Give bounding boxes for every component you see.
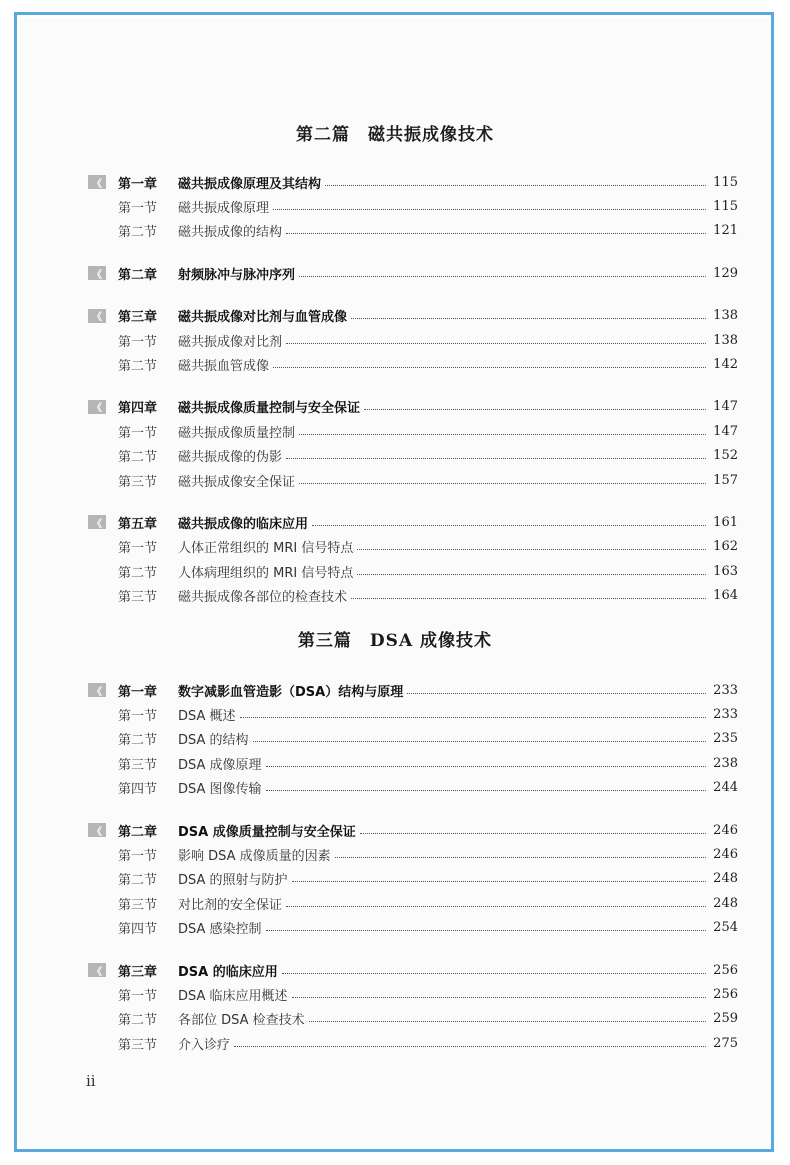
page-number: 233 xyxy=(713,682,738,698)
section-title: 磁共振成像质量控制 xyxy=(178,425,296,441)
chapter-marker-icon: 《 xyxy=(88,400,106,414)
chapter-title: 磁共振成像对比剂与血管成像 xyxy=(178,310,348,326)
chapter-number: 第三章 xyxy=(118,964,158,980)
chapter-marker-icon: 《 xyxy=(88,823,106,837)
chapter-title: 磁共振成像质量控制与安全保证 xyxy=(178,401,361,417)
toc-section-entry[interactable] xyxy=(88,893,738,913)
page-number: 147 xyxy=(713,399,738,415)
section-title: 磁共振成像对比剂 xyxy=(178,334,283,350)
leader-dots xyxy=(273,209,706,210)
leader-dots xyxy=(286,458,706,459)
page-number: 246 xyxy=(713,822,738,838)
page-number: 138 xyxy=(713,308,738,324)
toc-chapter-entry[interactable] xyxy=(88,172,738,192)
leader-dots xyxy=(299,434,706,435)
footer-page-number: ii xyxy=(86,1072,96,1090)
toc-section-entry[interactable] xyxy=(88,778,738,798)
section-title: DSA 感染控制 xyxy=(178,922,262,938)
section-number: 第二节 xyxy=(118,450,158,466)
toc-chapter-entry[interactable] xyxy=(88,512,738,532)
section-title: DSA 的结构 xyxy=(178,733,249,749)
toc-chapter-entry[interactable] xyxy=(88,820,738,840)
chapter-number: 第一章 xyxy=(118,176,158,192)
toc-section-entry[interactable] xyxy=(88,1033,738,1053)
section-number: 第二节 xyxy=(118,225,158,241)
leader-dots xyxy=(312,525,706,526)
chapter-number: 第四章 xyxy=(118,401,158,417)
leader-dots xyxy=(357,574,706,575)
toc-chapter-entry[interactable] xyxy=(88,306,738,326)
section-number: 第一节 xyxy=(118,425,158,441)
toc-section-entry[interactable] xyxy=(88,421,738,441)
toc-section-entry[interactable] xyxy=(88,446,738,466)
toc-section-entry[interactable] xyxy=(88,753,738,773)
section-number: 第二节 xyxy=(118,565,158,581)
page-number: 244 xyxy=(713,780,738,796)
part-title: 第三篇 DSA 成像技术 xyxy=(297,631,493,651)
page-number: 147 xyxy=(713,423,738,439)
section-title: 各部位 DSA 检查技术 xyxy=(178,1013,305,1029)
page-number: 121 xyxy=(713,223,738,239)
section-title: 磁共振成像原理 xyxy=(178,200,270,216)
page-number: 157 xyxy=(713,472,738,488)
leader-dots xyxy=(292,997,706,998)
page-number: 256 xyxy=(713,962,738,978)
chapter-number: 第二章 xyxy=(118,824,158,840)
section-number: 第一节 xyxy=(118,541,158,557)
leader-dots xyxy=(325,185,706,186)
toc-section-entry[interactable] xyxy=(88,704,738,724)
leader-dots xyxy=(364,409,706,410)
page-number: 259 xyxy=(713,1011,738,1027)
page-number: 233 xyxy=(713,706,738,722)
chapter-number: 第一章 xyxy=(118,684,158,700)
section-title: 磁共振成像安全保证 xyxy=(178,474,296,490)
toc-chapter-entry[interactable] xyxy=(88,397,738,417)
section-number: 第一节 xyxy=(118,988,158,1004)
leader-dots xyxy=(299,276,706,277)
chapter-marker-icon: 《 xyxy=(88,683,106,697)
toc-section-entry[interactable] xyxy=(88,330,738,350)
chapter-title: DSA 成像质量控制与安全保证 xyxy=(178,824,356,840)
leader-dots xyxy=(286,233,706,234)
page-number: 142 xyxy=(713,356,738,372)
leader-dots xyxy=(286,906,706,907)
chapter-title: 磁共振成像原理及其结构 xyxy=(178,176,322,192)
toc-section-entry[interactable] xyxy=(88,221,738,241)
leader-dots xyxy=(292,881,706,882)
section-title: 磁共振成像的结构 xyxy=(178,225,283,241)
leader-dots xyxy=(266,790,706,791)
section-number: 第三节 xyxy=(118,757,158,773)
chapter-title: 射频脉冲与脉冲序列 xyxy=(178,267,296,283)
leader-dots xyxy=(407,693,706,694)
page-number: 164 xyxy=(713,588,738,604)
toc-section-entry[interactable] xyxy=(88,537,738,557)
chapter-number: 第三章 xyxy=(118,310,158,326)
section-title: 介入诊疗 xyxy=(178,1037,231,1053)
page-number: 275 xyxy=(713,1035,738,1051)
chapter-title: DSA 的临床应用 xyxy=(178,964,278,980)
toc-section-entry[interactable] xyxy=(88,844,738,864)
section-title: DSA 图像传输 xyxy=(178,782,262,798)
section-title: 人体病理组织的 MRI 信号特点 xyxy=(178,565,354,581)
toc-section-entry[interactable] xyxy=(88,470,738,490)
leader-dots xyxy=(351,318,706,319)
toc-section-entry[interactable] xyxy=(88,918,738,938)
leader-dots xyxy=(286,343,706,344)
chapter-marker-icon: 《 xyxy=(88,266,106,280)
section-number: 第三节 xyxy=(118,590,158,606)
section-number: 第四节 xyxy=(118,922,158,938)
page-number: 235 xyxy=(713,731,738,747)
part-title: 第二篇 磁共振成像技术 xyxy=(296,125,494,145)
leader-dots xyxy=(335,857,706,858)
section-number: 第一节 xyxy=(118,200,158,216)
chapter-title: 数字减影血管造影（DSA）结构与原理 xyxy=(178,684,404,700)
page-number: 138 xyxy=(713,332,738,348)
section-title: 磁共振血管成像 xyxy=(178,358,270,374)
section-title: 人体正常组织的 MRI 信号特点 xyxy=(178,541,354,557)
section-title: 磁共振成像各部位的检查技术 xyxy=(178,590,348,606)
toc-section-entry[interactable] xyxy=(88,984,738,1004)
section-number: 第三节 xyxy=(118,897,158,913)
section-number: 第四节 xyxy=(118,782,158,798)
section-number: 第一节 xyxy=(118,708,158,724)
chapter-number: 第五章 xyxy=(118,516,158,532)
page-number: 152 xyxy=(713,448,738,464)
toc-chapter-entry[interactable] xyxy=(88,263,738,283)
toc-section-entry[interactable] xyxy=(88,561,738,581)
leader-dots xyxy=(360,833,706,834)
section-number: 第三节 xyxy=(118,474,158,490)
page-number: 115 xyxy=(713,198,738,214)
page-number: 163 xyxy=(713,563,738,579)
section-number: 第二节 xyxy=(118,873,158,889)
section-number: 第二节 xyxy=(118,733,158,749)
section-title: 磁共振成像的伪影 xyxy=(178,450,283,466)
page-number: 129 xyxy=(713,265,738,281)
section-number: 第二节 xyxy=(118,1013,158,1029)
section-number: 第二节 xyxy=(118,358,158,374)
section-number: 第一节 xyxy=(118,848,158,864)
leader-dots xyxy=(240,717,706,718)
toc-chapter-entry[interactable] xyxy=(88,960,738,980)
page-number: 161 xyxy=(713,514,738,530)
chapter-marker-icon: 《 xyxy=(88,963,106,977)
page-number: 238 xyxy=(713,755,738,771)
leader-dots xyxy=(273,367,706,368)
section-number: 第一节 xyxy=(118,334,158,350)
toc-section-entry[interactable] xyxy=(88,1009,738,1029)
chapter-marker-icon: 《 xyxy=(88,515,106,529)
section-title: DSA 临床应用概述 xyxy=(178,988,288,1004)
section-number: 第三节 xyxy=(118,1037,158,1053)
leader-dots xyxy=(253,741,706,742)
chapter-marker-icon: 《 xyxy=(88,309,106,323)
section-title: DSA 概述 xyxy=(178,708,236,724)
page-number: 248 xyxy=(713,895,738,911)
leader-dots xyxy=(282,973,706,974)
leader-dots xyxy=(309,1021,706,1022)
section-title: DSA 成像原理 xyxy=(178,757,262,773)
page-number: 256 xyxy=(713,986,738,1002)
section-title: 影响 DSA 成像质量的因素 xyxy=(178,848,331,864)
page-number: 162 xyxy=(713,539,738,555)
leader-dots xyxy=(234,1046,706,1047)
leader-dots xyxy=(351,598,706,599)
page-number: 115 xyxy=(713,174,738,190)
section-title: DSA 的照射与防护 xyxy=(178,873,288,889)
page-number: 248 xyxy=(713,871,738,887)
toc-section-entry[interactable] xyxy=(88,354,738,374)
page-number: 246 xyxy=(713,846,738,862)
leader-dots xyxy=(357,549,706,550)
chapter-number: 第二章 xyxy=(118,267,158,283)
chapter-marker-icon: 《 xyxy=(88,175,106,189)
leader-dots xyxy=(266,930,706,931)
leader-dots xyxy=(299,483,706,484)
toc-section-entry[interactable] xyxy=(88,729,738,749)
page-number: 254 xyxy=(713,920,738,936)
chapter-title: 磁共振成像的临床应用 xyxy=(178,516,309,532)
toc-section-entry[interactable] xyxy=(88,196,738,216)
section-title: 对比剂的安全保证 xyxy=(178,897,283,913)
toc-chapter-entry[interactable] xyxy=(88,680,738,700)
toc-section-entry[interactable] xyxy=(88,586,738,606)
toc-section-entry[interactable] xyxy=(88,869,738,889)
leader-dots xyxy=(266,766,706,767)
